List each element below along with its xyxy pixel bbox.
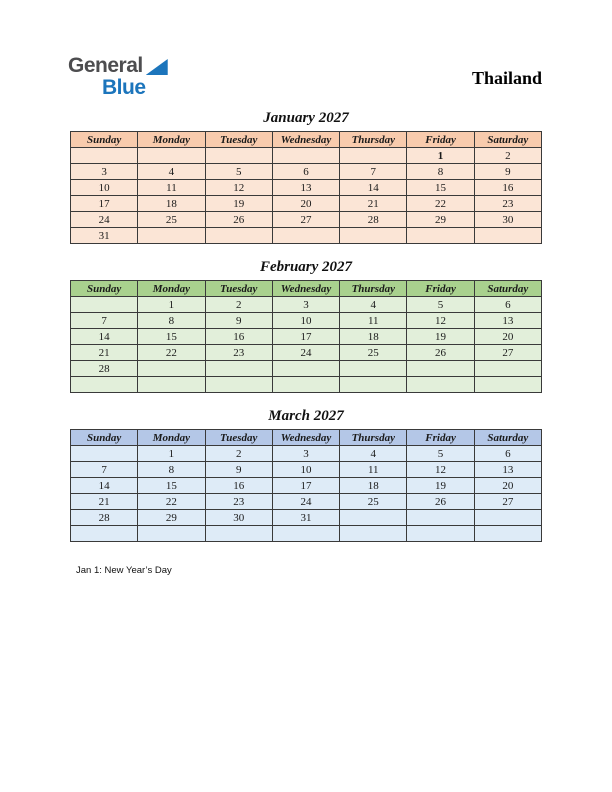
date-cell: 17 (272, 329, 339, 345)
date-cell: 22 (138, 345, 205, 361)
date-cell: 8 (407, 164, 474, 180)
date-cell: 18 (138, 196, 205, 212)
date-cell: 30 (205, 510, 272, 526)
date-cell: 26 (407, 494, 474, 510)
date-cell: 23 (474, 196, 541, 212)
empty-date-cell (272, 361, 339, 377)
date-cell: 23 (205, 494, 272, 510)
date-cell: 11 (340, 462, 407, 478)
empty-date-cell (474, 228, 541, 244)
date-cell: 1 (407, 148, 474, 164)
date-cell: 12 (407, 313, 474, 329)
empty-date-cell (272, 228, 339, 244)
empty-date-cell (138, 377, 205, 393)
date-cell: 25 (138, 212, 205, 228)
week-row (71, 212, 542, 228)
date-cell: 21 (71, 494, 138, 510)
week-row (71, 297, 542, 313)
day-header-cell: Sunday (71, 281, 138, 297)
date-cell: 20 (272, 196, 339, 212)
week-row (71, 377, 542, 393)
day-header-row (71, 132, 542, 148)
month-march-2027 (70, 408, 542, 542)
empty-date-cell (71, 446, 138, 462)
day-header-cell: Saturday (474, 430, 541, 446)
empty-date-cell (205, 148, 272, 164)
week-row (71, 164, 542, 180)
general-blue-logo (68, 55, 188, 98)
day-header-cell: Wednesday (272, 132, 339, 148)
month-title: January 2027 (263, 110, 349, 126)
empty-date-cell (138, 526, 205, 542)
date-cell: 7 (71, 462, 138, 478)
date-cell: 27 (474, 494, 541, 510)
date-cell: 18 (340, 329, 407, 345)
date-cell: 12 (407, 462, 474, 478)
date-cell: 14 (71, 329, 138, 345)
date-cell: 13 (474, 462, 541, 478)
date-cell: 27 (474, 345, 541, 361)
week-row (71, 180, 542, 196)
months (70, 110, 542, 576)
day-header-cell: Tuesday (205, 281, 272, 297)
empty-date-cell (71, 526, 138, 542)
date-cell: 24 (272, 494, 339, 510)
date-cell: 8 (138, 313, 205, 329)
day-header-cell: Friday (407, 132, 474, 148)
date-cell: 17 (71, 196, 138, 212)
date-cell: 3 (71, 164, 138, 180)
day-header-cell: Wednesday (272, 281, 339, 297)
calendar-table (70, 131, 542, 244)
date-cell: 9 (474, 164, 541, 180)
day-header-cell: Sunday (71, 132, 138, 148)
empty-date-cell (407, 377, 474, 393)
date-cell: 19 (407, 329, 474, 345)
date-cell: 2 (205, 297, 272, 313)
date-cell: 5 (407, 297, 474, 313)
empty-date-cell (407, 361, 474, 377)
date-cell: 16 (205, 478, 272, 494)
date-cell: 20 (474, 329, 541, 345)
empty-date-cell (138, 148, 205, 164)
empty-date-cell (205, 526, 272, 542)
date-cell: 6 (474, 297, 541, 313)
week-row (71, 196, 542, 212)
date-cell: 16 (474, 180, 541, 196)
empty-date-cell (340, 510, 407, 526)
calendar-table (70, 280, 542, 393)
week-row (71, 361, 542, 377)
empty-date-cell (272, 377, 339, 393)
empty-date-cell (71, 297, 138, 313)
date-cell: 7 (71, 313, 138, 329)
week-row (71, 313, 542, 329)
month-february-2027 (70, 259, 542, 393)
empty-date-cell (474, 526, 541, 542)
empty-date-cell (272, 148, 339, 164)
sail-icon (146, 59, 168, 75)
holiday-footnote: Jan 1: New Year’s Day (76, 565, 172, 576)
day-header-cell: Sunday (71, 430, 138, 446)
day-header-cell: Monday (138, 430, 205, 446)
week-row (71, 345, 542, 361)
empty-date-cell (138, 228, 205, 244)
date-cell: 4 (138, 164, 205, 180)
month-title: February 2027 (259, 259, 353, 275)
empty-date-cell (340, 361, 407, 377)
date-cell: 31 (71, 228, 138, 244)
month-january-2027 (70, 110, 542, 244)
date-cell: 18 (340, 478, 407, 494)
date-cell: 4 (340, 446, 407, 462)
week-row (71, 329, 542, 345)
date-cell: 5 (407, 446, 474, 462)
logo-line-general (68, 55, 188, 76)
day-header-row (71, 430, 542, 446)
empty-date-cell (205, 361, 272, 377)
day-header-cell: Tuesday (205, 132, 272, 148)
date-cell: 25 (340, 494, 407, 510)
date-cell: 15 (138, 329, 205, 345)
date-cell: 15 (138, 478, 205, 494)
date-cell: 24 (272, 345, 339, 361)
date-cell: 26 (407, 345, 474, 361)
date-cell: 7 (340, 164, 407, 180)
date-cell: 31 (272, 510, 339, 526)
date-cell: 9 (205, 462, 272, 478)
week-row (71, 478, 542, 494)
date-cell: 21 (71, 345, 138, 361)
day-header-cell: Thursday (340, 430, 407, 446)
date-cell: 8 (138, 462, 205, 478)
empty-date-cell (474, 510, 541, 526)
day-header-cell: Monday (138, 132, 205, 148)
date-cell: 13 (474, 313, 541, 329)
week-row (71, 148, 542, 164)
date-cell: 27 (272, 212, 339, 228)
date-cell: 23 (205, 345, 272, 361)
week-row (71, 526, 542, 542)
date-cell: 26 (205, 212, 272, 228)
logo-text-blue: Blue (102, 76, 146, 99)
date-cell: 10 (272, 462, 339, 478)
date-cell: 5 (205, 164, 272, 180)
day-header-cell: Wednesday (272, 430, 339, 446)
date-cell: 24 (71, 212, 138, 228)
empty-date-cell (71, 377, 138, 393)
date-cell: 22 (407, 196, 474, 212)
date-cell: 21 (340, 196, 407, 212)
date-cell: 14 (340, 180, 407, 196)
day-header-cell: Thursday (340, 132, 407, 148)
page-title: Thailand (471, 68, 542, 88)
date-cell: 11 (138, 180, 205, 196)
date-cell: 12 (205, 180, 272, 196)
empty-date-cell (340, 377, 407, 393)
empty-date-cell (340, 148, 407, 164)
date-cell: 25 (340, 345, 407, 361)
day-header-cell: Saturday (474, 132, 541, 148)
week-row (71, 462, 542, 478)
date-cell: 17 (272, 478, 339, 494)
date-cell: 19 (205, 196, 272, 212)
empty-date-cell (407, 228, 474, 244)
date-cell: 6 (272, 164, 339, 180)
empty-date-cell (340, 526, 407, 542)
week-row (71, 228, 542, 244)
day-header-row (71, 281, 542, 297)
date-cell: 2 (474, 148, 541, 164)
date-cell: 19 (407, 478, 474, 494)
empty-date-cell (340, 228, 407, 244)
date-cell: 29 (138, 510, 205, 526)
date-cell: 3 (272, 446, 339, 462)
date-cell: 3 (272, 297, 339, 313)
date-cell: 11 (340, 313, 407, 329)
date-cell: 9 (205, 313, 272, 329)
empty-date-cell (205, 377, 272, 393)
empty-date-cell (205, 228, 272, 244)
date-cell: 22 (138, 494, 205, 510)
week-row (71, 510, 542, 526)
date-cell: 1 (138, 446, 205, 462)
date-cell: 29 (407, 212, 474, 228)
date-cell: 14 (71, 478, 138, 494)
day-header-cell: Thursday (340, 281, 407, 297)
empty-date-cell (407, 526, 474, 542)
date-cell: 10 (272, 313, 339, 329)
empty-date-cell (474, 377, 541, 393)
date-cell: 6 (474, 446, 541, 462)
date-cell: 15 (407, 180, 474, 196)
logo-text-general: General (68, 54, 143, 77)
date-cell: 20 (474, 478, 541, 494)
date-cell: 28 (340, 212, 407, 228)
date-cell: 16 (205, 329, 272, 345)
date-cell: 30 (474, 212, 541, 228)
date-cell: 2 (205, 446, 272, 462)
day-header-cell: Tuesday (205, 430, 272, 446)
date-cell: 10 (71, 180, 138, 196)
date-cell: 28 (71, 510, 138, 526)
empty-date-cell (474, 361, 541, 377)
empty-date-cell (71, 148, 138, 164)
date-cell: 28 (71, 361, 138, 377)
empty-date-cell (272, 526, 339, 542)
week-row (71, 494, 542, 510)
date-cell: 4 (340, 297, 407, 313)
date-cell: 13 (272, 180, 339, 196)
day-header-cell: Friday (407, 430, 474, 446)
month-title: March 2027 (268, 408, 344, 424)
calendar-table (70, 429, 542, 542)
week-row (71, 446, 542, 462)
date-cell: 1 (138, 297, 205, 313)
empty-date-cell (407, 510, 474, 526)
day-header-cell: Saturday (474, 281, 541, 297)
empty-date-cell (138, 361, 205, 377)
day-header-cell: Monday (138, 281, 205, 297)
day-header-cell: Friday (407, 281, 474, 297)
